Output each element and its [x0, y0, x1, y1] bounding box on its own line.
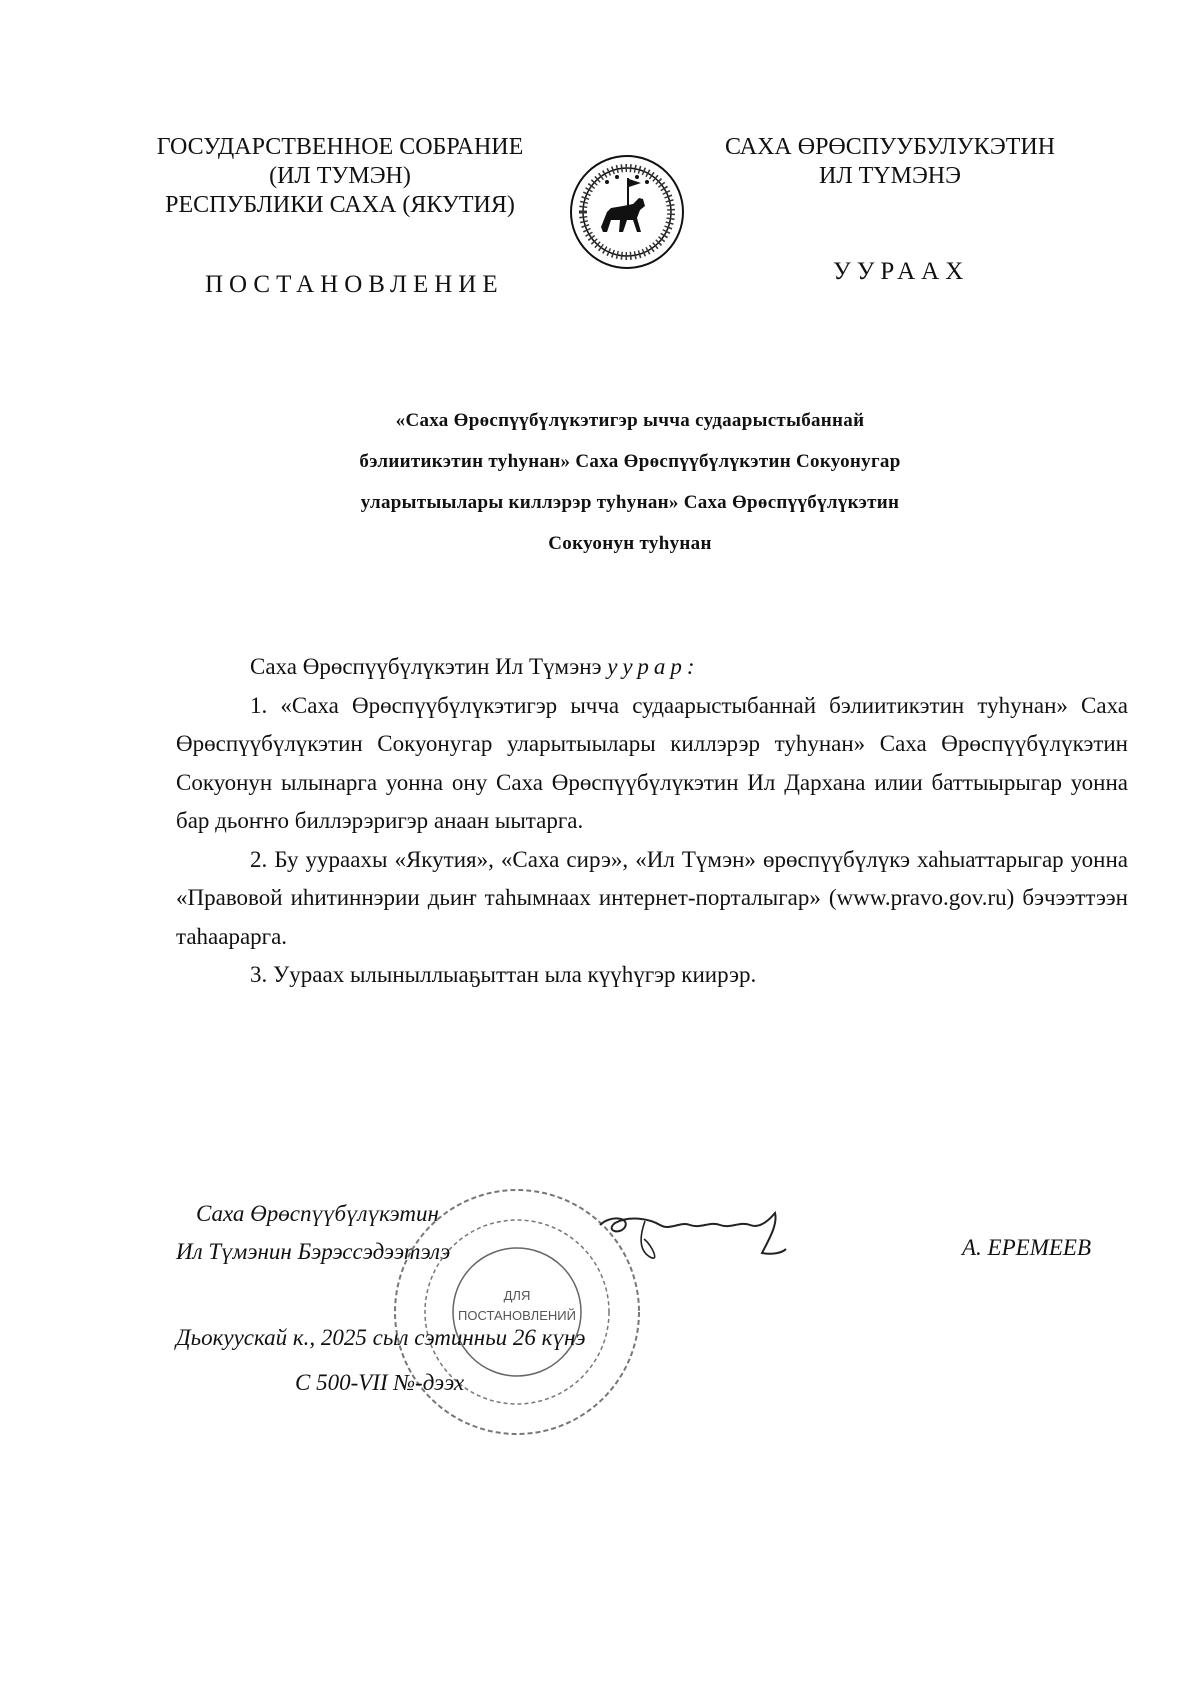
header-left — [140, 133, 540, 220]
document-title — [240, 400, 1020, 564]
title-line-1: «Саха Өрөспүүбүлүкэтигэр ычча судаарыстыбаннай — [395, 410, 865, 431]
clause-2: 2. Бу уураахы «Якутия», «Саха сирэ», «Ил Түмэн» өрөспүүбүлүкэ хаһыаттарыгар уонна «Правовой иһитиннэрии дьиҥ таһымнаах интернет-порталыгар» (www.pravo.gov.ru) бэчээттээн таһаарарга. — [176, 846, 1128, 949]
document-body — [176, 648, 1128, 995]
clause-3: 3. Уураах ылыныллыаҕыттан ыла күүһүгэр киирэр. — [250, 962, 757, 987]
header-right-line-1: САХА ӨРӨСПУУБУЛУКЭТИН — [724, 134, 1056, 160]
stamp-center-line-2: ПОСТАНОВЛЕНИЙ — [458, 1308, 576, 1323]
document-number: С 500-VII №-дээх — [295, 1370, 465, 1395]
stamp-center-line-1: ДЛЯ — [503, 1288, 531, 1303]
place-and-date: Дьокуускай к., 2025 сыл сэтинньи 26 күнэ — [176, 1325, 586, 1350]
title-line-2: бэлиитикэтин туһунан» Саха Өрөспүүбүлүкэтин Сокуонугар — [359, 451, 901, 472]
clause-1: 1. «Саха Өрөспүүбүлүкэтигэр ычча судаарыстыбаннай бэлиитикэтин туһунан» Саха Өрөспүүбүлүкэтин Сокуонугар уларытыылары киллэрэр туһунан» Саха Өрөспүүбүлүкэтин Сокуонун ылынарга уонна ону Саха Өрөспүүбүлүкэтин Ил Дарханa илии баттыырыгар уонна бар дьоҥҥо биллэрэригэр анаан ыытарга. — [176, 692, 1128, 833]
intro-text: Саха Өрөспүүбүлүкэтин Ил Түмэнэ — [250, 654, 608, 679]
doc-type-ru: ПОСТАНОВЛЕНИЕ — [205, 271, 504, 298]
doc-type-sakha: УУРААХ — [833, 258, 970, 285]
title-line-3: уларытыылары киллэрэр туһунан» Саха Өрөспүүбүлүкэтин — [360, 492, 900, 513]
header-right — [700, 133, 1080, 191]
coat-of-arms-emblem — [567, 152, 687, 272]
intro-paragraph — [176, 648, 1128, 687]
signatory-name: А. ЕРЕМЕЕВ — [962, 1235, 1092, 1260]
intro-decision-word: уурар: — [607, 654, 700, 679]
position-line-1: Саха Өрөспүүбүлүкэтин — [196, 1201, 439, 1226]
header-right-line-2: ИЛ ТҮМЭНЭ — [819, 163, 961, 189]
header-left-line-3: РЕСПУБЛИКИ САХА (ЯКУТИЯ) — [165, 192, 515, 218]
handwritten-signature — [590, 1195, 800, 1280]
header-left-line-1: ГОСУДАРСТВЕННОЕ СОБРАНИЕ — [156, 134, 524, 160]
title-line-4: Сокуонун туһунан — [548, 533, 712, 554]
header-left-line-2: (ИЛ ТУМЭН) — [269, 163, 411, 189]
position-line-2: Ил Түмэнин Бэрэссэдээтэлэ — [176, 1239, 451, 1264]
